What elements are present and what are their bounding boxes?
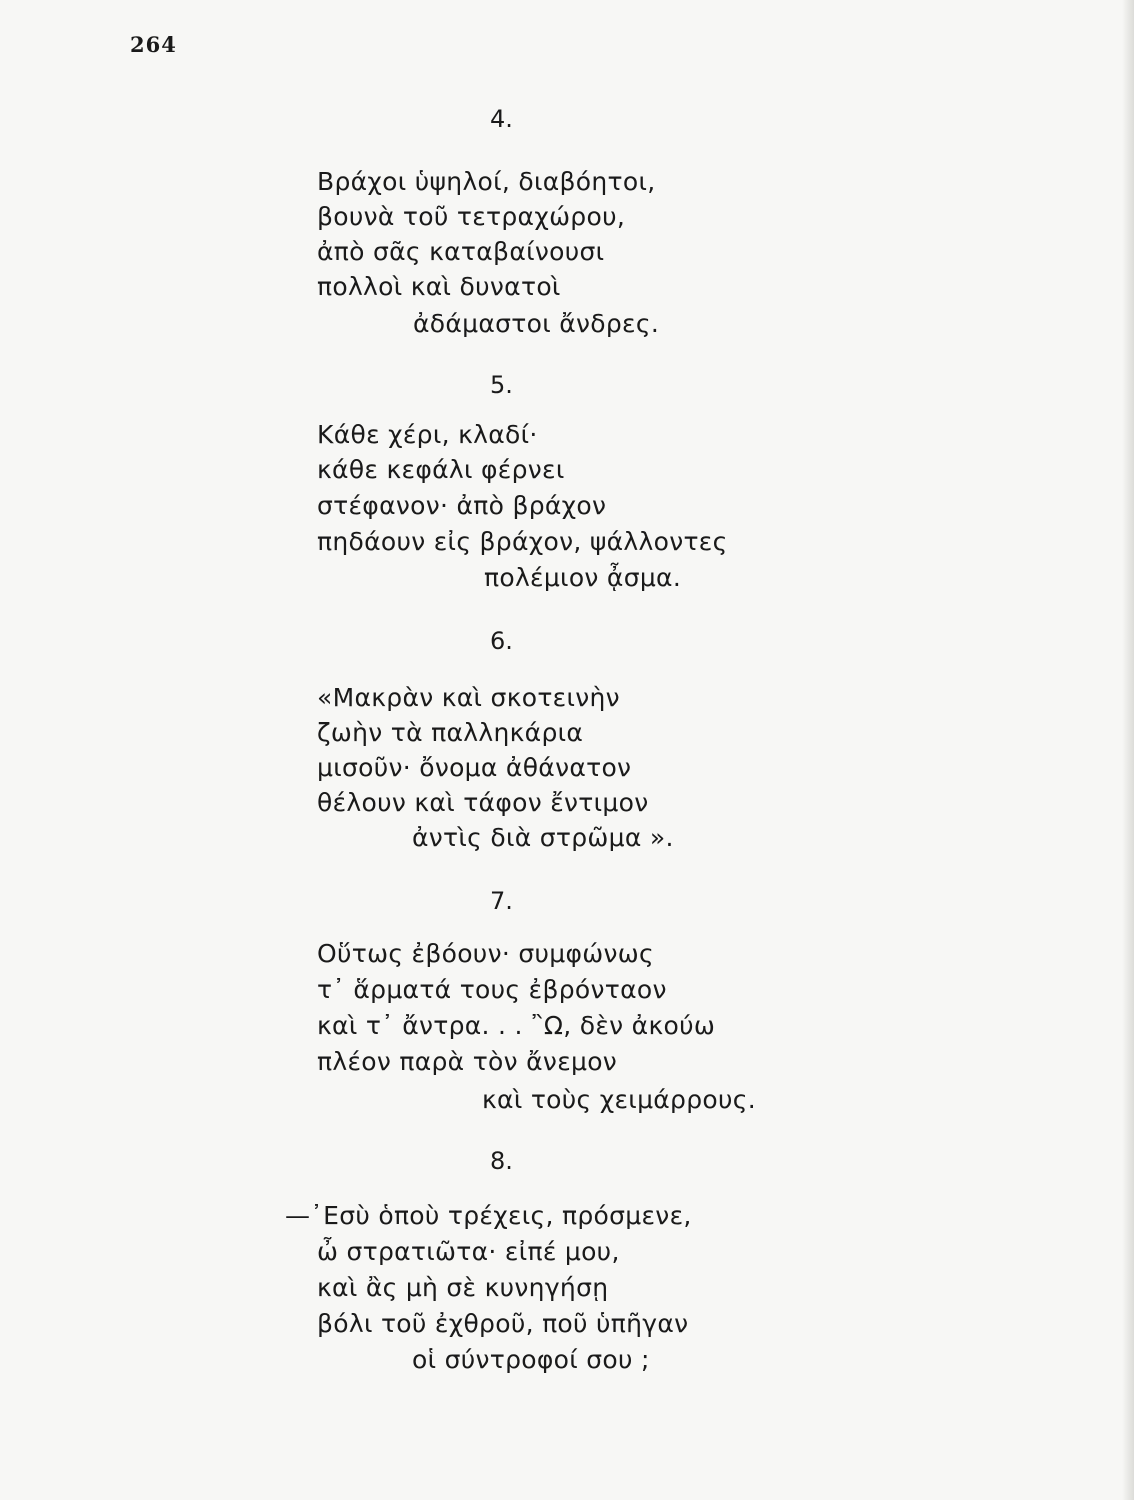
verse-line: καὶ τ᾿ ἄντρα. . . ῍Ω, δὲν ἀκούω — [317, 1011, 716, 1040]
verse-line: «Μακρὰν καὶ σκοτεινὴν — [317, 683, 620, 712]
verse-line: τ᾿ ἅρματά τους ἐβρόνταον — [317, 975, 667, 1004]
stanza-number: 5. — [490, 371, 513, 399]
verse-line: ὦ στρατιῶτα· εἰπέ μου, — [317, 1237, 620, 1266]
verse-line: Κάθε χέρι, κλαδί· — [317, 420, 538, 449]
verse-line: οἱ σύντροφοί σου ; — [412, 1345, 650, 1374]
verse-line: ζωὴν τὰ παλληκάρια — [317, 718, 584, 747]
verse-line: πλέον παρὰ τὸν ἄνεμον — [317, 1047, 618, 1076]
verse-line: πηδάουν εἰς βράχον, ψάλλοντες — [317, 527, 728, 556]
verse-line: στέφανον· ἀπὸ βράχον — [317, 491, 607, 520]
stanza-number: 7. — [490, 887, 513, 915]
verse-line: καὶ ἂς μὴ σὲ κυνηγήσῃ — [317, 1273, 609, 1302]
verse-line: ἀπὸ σᾶς καταβαίνουσι — [317, 237, 605, 266]
stanza-number: 6. — [490, 627, 513, 655]
verse-line: κάθε κεφάλι φέρνει — [317, 455, 565, 484]
page-number: 264 — [130, 32, 177, 57]
verse-line: πολλοὶ καὶ δυνατοὶ — [317, 272, 561, 301]
verse-line: ἀντὶς διὰ στρῶμα ». — [412, 823, 674, 852]
stanza-number: 8. — [490, 1147, 513, 1175]
verse-line: ἀδάμαστοι ἄνδρες. — [413, 309, 660, 338]
stanza-number: 4. — [490, 105, 513, 133]
verse-line: θέλουν καὶ τάφον ἔντιμον — [317, 788, 649, 817]
verse-line: πολέμιον ᾆσμα. — [484, 563, 682, 592]
verse-line: καὶ τοὺς χειμάρρους. — [482, 1085, 756, 1114]
verse-line: Βράχοι ὑψηλοί, διαβόητοι, — [317, 167, 656, 196]
verse-line: βόλι τοῦ ἐχθροῦ, ποῦ ὑπῆγαν — [317, 1309, 689, 1338]
page-edge — [1122, 0, 1134, 1500]
verse-line: βουνὰ τοῦ τετραχώρου, — [317, 202, 626, 231]
verse-line: Οὕτως ἐβόουν· συμφώνως — [317, 939, 654, 968]
verse-line: μισοῦν· ὄνομα ἀθάνατον — [317, 753, 632, 782]
verse-line: —᾿Εσὺ ὁποὺ τρέχεις, πρόσμενε, — [285, 1201, 692, 1230]
